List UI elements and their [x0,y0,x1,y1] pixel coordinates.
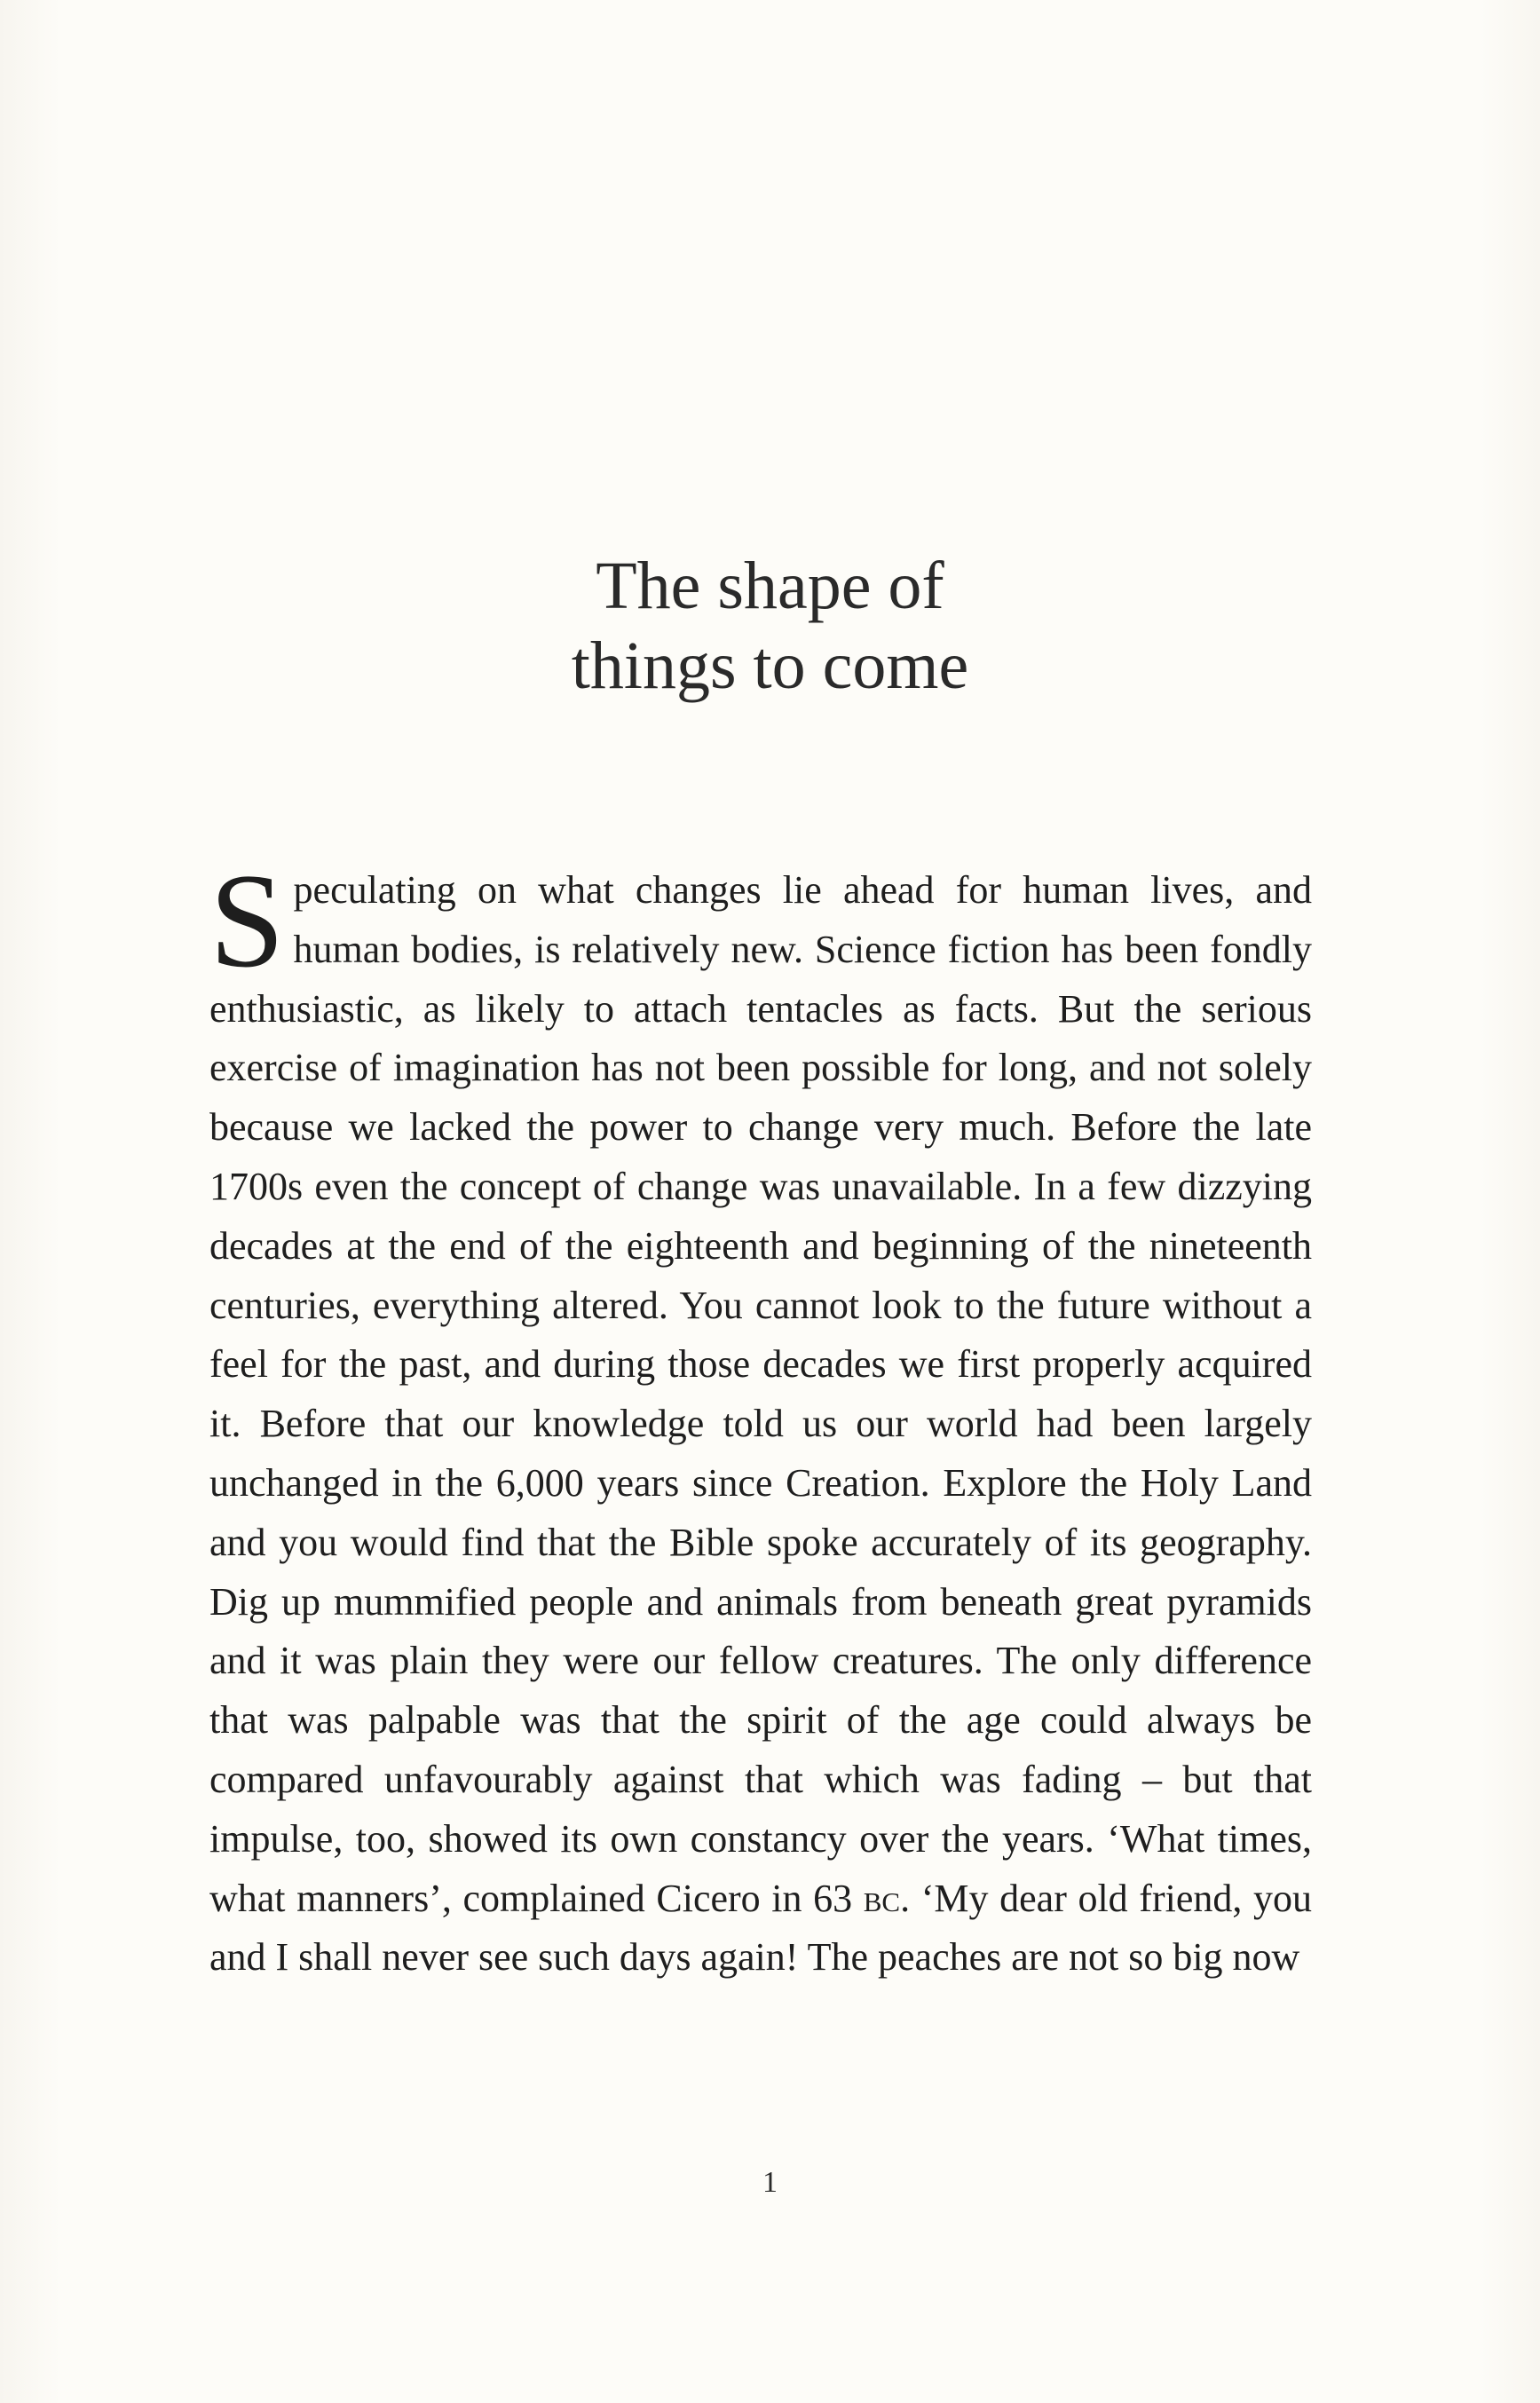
era-abbreviation: bc [863,1876,901,1920]
chapter-title-line-1: The shape of [596,549,944,623]
body-text-continued: . ‘My dear old friend, you and I shall never see such days again! The peaches are not so big now [209,1876,1312,1980]
page-number: 1 [762,2166,778,2199]
body-text-main: peculating on what changes lie ahead for human lives, and human bodies, is relatively new. Science fiction has been fondly enthusiastic, as likely to attach tentacles as facts. But the serious exercise of imagination has not been possible for long, and not solely because we lacked the power to change very much. Before the late 1700s even the concept of change was unavailable. In a few dizzying decades at the end of the eighteenth and beginning of the nineteenth centuries, everything altered. You cannot look to the future without a feel for the past, and during those decades we first properly acquired it. Before that our knowledge told us our world had been largely unchanged in the 6,000 years since Creation. Explore the Holy Land and you would find that the Bible spoke accurately of its geography. Dig up mummified people and animals from beneath great pyramids and it was plain they were our fellow creatures. The only difference that was palpable was that the spirit of the age could always be compared unfavourably against that which was fading – but that impulse, too, showed its own constancy over the years. ‘What times, what manners’, complained Cicero in 63 [209,868,1312,1920]
body-paragraph [209,846,1312,1988]
drop-cap: S [209,846,285,995]
chapter-title-line-2: things to come [571,628,969,703]
chapter-title [0,546,1540,706]
